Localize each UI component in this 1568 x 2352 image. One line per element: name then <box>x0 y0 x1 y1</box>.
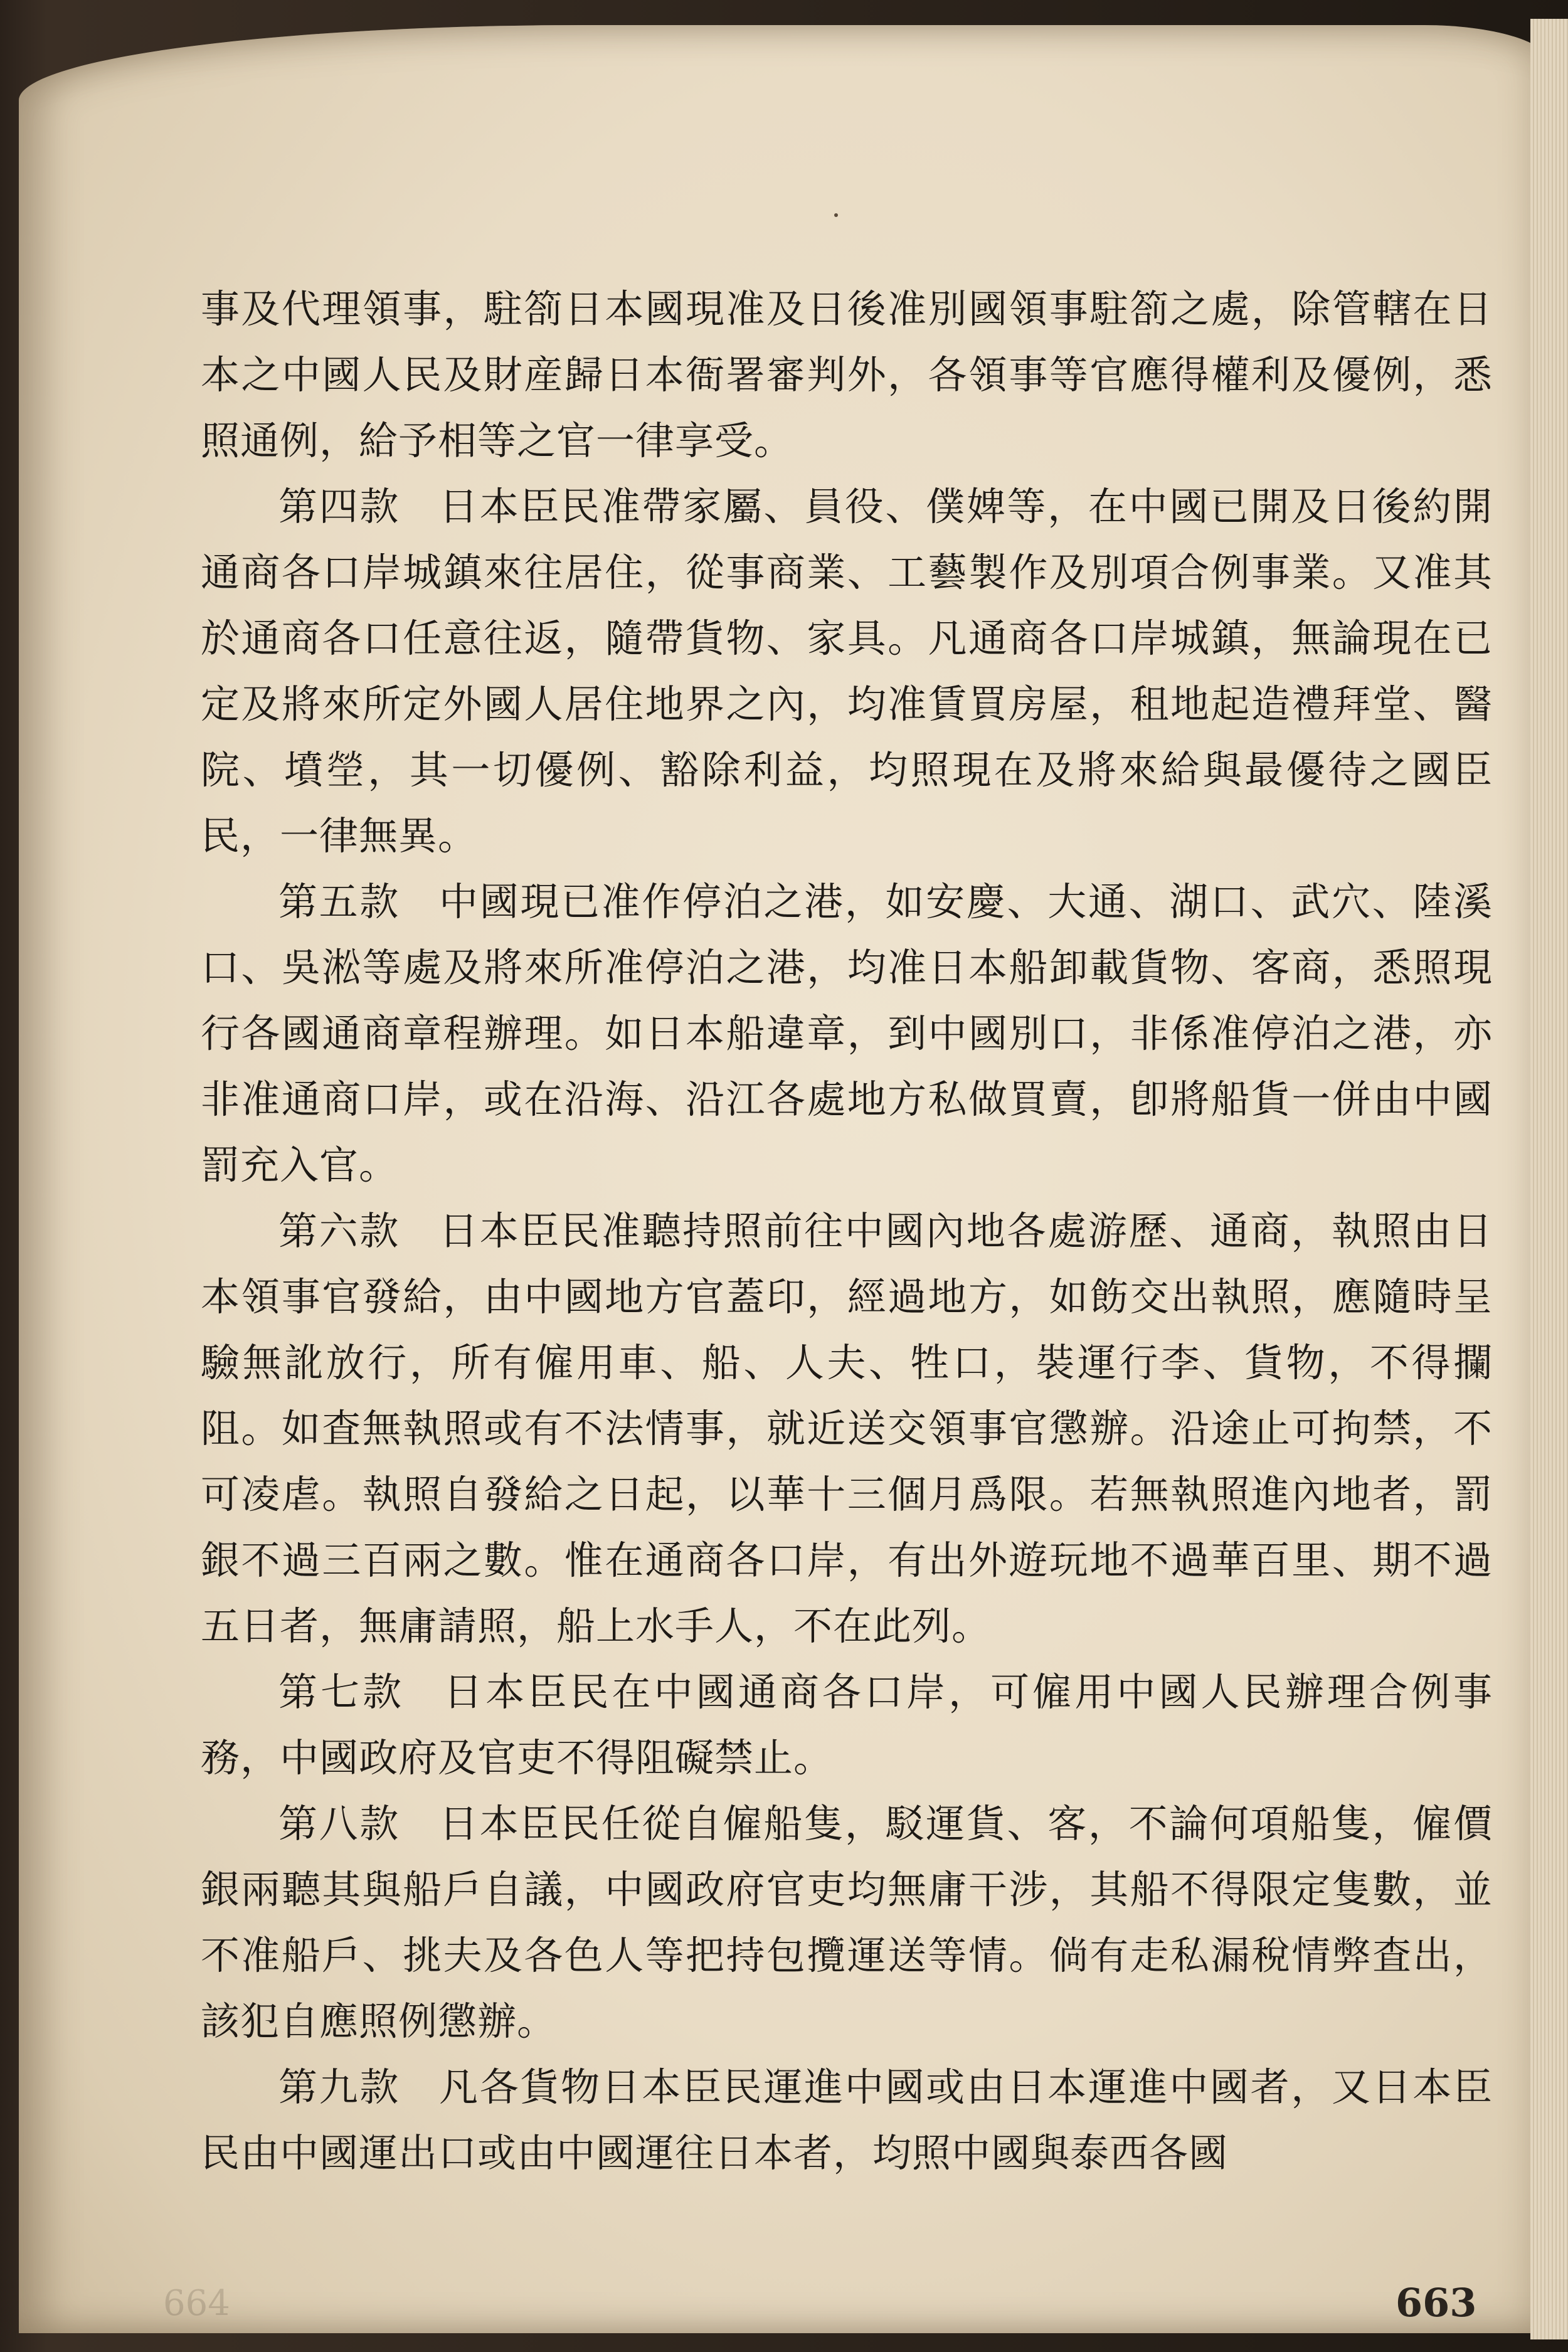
article-9 <box>201 2054 1493 2186</box>
paragraph-text: 日本臣民在中國通商各口岸，可僱用中國人民辦理合例事務，中國政府及官吏不得阻礙禁止。 <box>201 1669 1493 1781</box>
article-label: 第九款 <box>278 2064 401 2110</box>
article-label: 第六款 <box>278 1208 401 1254</box>
body-text <box>201 276 1493 2186</box>
book-page <box>19 25 1549 2333</box>
article-5 <box>201 869 1493 1198</box>
bleed-through-page-number: 664 <box>163 2283 230 2324</box>
article-label: 第七款 <box>278 1669 405 1715</box>
article-label: 第五款 <box>278 879 401 924</box>
paragraph-continuation <box>201 276 1493 474</box>
paragraph-text: 凡各貨物日本臣民運進中國或由日本運進中國者，又日本臣民由中國運出口或由中國運往日本者，均照中國與泰西各國 <box>201 2064 1493 2176</box>
article-4 <box>201 474 1493 869</box>
article-label: 第四款 <box>278 484 401 529</box>
paragraph-text: 日本臣民任從自僱船隻，駁運貨、客，不論何項船隻，僱價銀兩聽其與船戶自議，中國政府官吏均無庸干涉，其船不得限定隻數，並不准船戶、挑夫及各色人等把持包攬運送等情。倘有走私漏稅情弊査出，該犯自應照例懲辦。 <box>201 1801 1493 2044</box>
article-7 <box>201 1659 1493 1791</box>
article-label: 第八款 <box>278 1801 401 1846</box>
paragraph-text: 事及代理領事，駐箚日本國現准及日後准別國領事駐箚之處，除管轄在日本之中國人民及財産歸日本衙署審判外，各領事等官應得權利及優例，悉照通例，給予相等之官一律享受。 <box>201 286 1493 464</box>
paragraph-text: 日本臣民准聽持照前往中國內地各處游歷、通商，執照由日本領事官發給，由中國地方官蓋印，經過地方，如飭交出執照，應隨時呈驗無訛放行，所有僱用車、船、人夫、牲口，裝運行李、貨物，不得攔阻。如査無執照或有不法情事，就近送交領事官懲辦。沿途止可拘禁，不可凌虐。執照自發給之日起，以華十三個月爲限。若無執照進內地者，罰銀不過三百兩之數。惟在通商各口岸，有出外遊玩地不過華百里、期不過五日者，無庸請照，船上水手人，不在此列。 <box>201 1208 1493 1649</box>
paragraph-text: 日本臣民准帶家屬、員役、僕婢等，在中國已開及日後約開通商各口岸城鎮來往居住，從事商業、工藝製作及別項合例事業。又准其於通商各口任意往返，隨帶貨物、家具。凡通商各口岸城鎮，無論現在已定及將來所定外國人居住地界之內，均准賃買房屋，租地起造禮拜堂、醫院、墳塋，其一切優例、豁除利益，均照現在及將來給與最優待之國臣民，一律無異。 <box>201 484 1493 859</box>
page-number: 663 <box>1396 2280 1477 2326</box>
article-6 <box>201 1198 1493 1659</box>
paragraph-text: 中國現已准作停泊之港，如安慶、大通、湖口、武穴、陸溪口、吳淞等處及將來所准停泊之港，均准日本船卸載貨物、客商，悉照現行各國通商章程辦理。如日本船違章，到中國別口，非係准停泊之港，亦非准通商口岸，或在沿海、沿江各處地方私做買賣，卽將船貨一併由中國罰充入官。 <box>201 879 1493 1188</box>
page-edges <box>1530 19 1568 2339</box>
ink-speck <box>834 213 838 217</box>
article-8 <box>201 1791 1493 2054</box>
